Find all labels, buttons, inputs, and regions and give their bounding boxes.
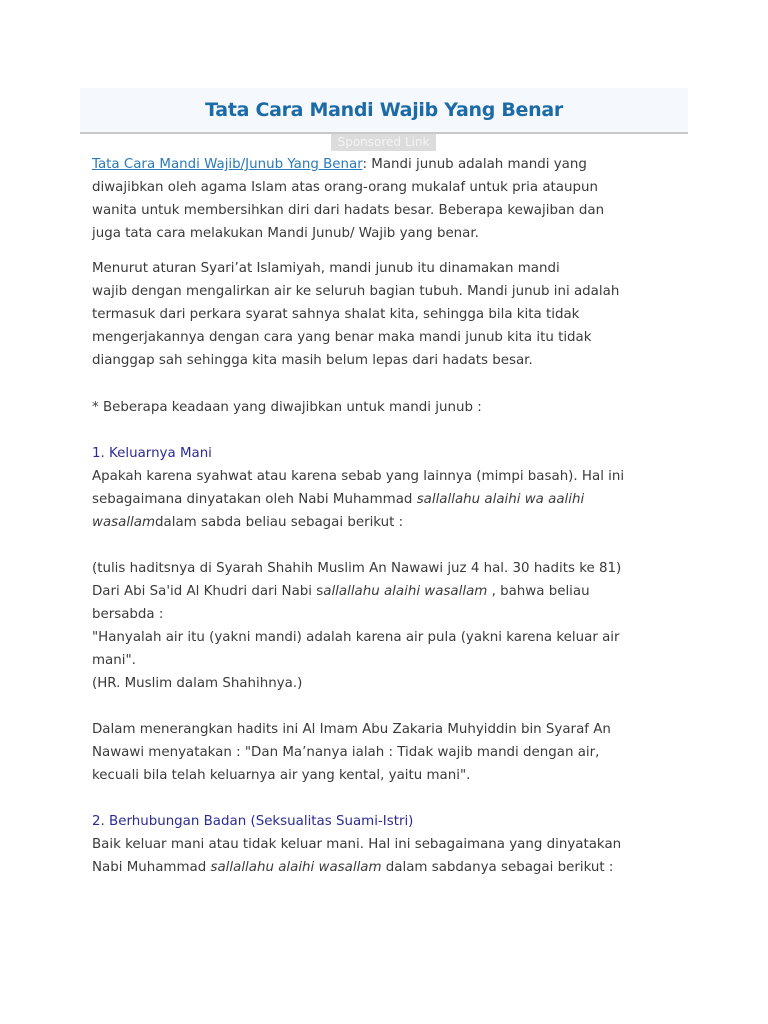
intro-line-4: juga tata cara melakukan Mandi Junub/ Wajib yang benar. bbox=[92, 226, 479, 241]
hadith-reference: (HR. Muslim dalam Shahihnya.) bbox=[92, 676, 303, 691]
sponsored-link-label[interactable]: Sponsored Link bbox=[331, 134, 436, 151]
section-1-heading: 1. Keluarnya Mani bbox=[92, 446, 212, 461]
para2-line-2: wajib dengan mengalirkan air ke seluruh bagian tubuh. Mandi junub ini adalah bbox=[92, 284, 620, 299]
hadith-block bbox=[92, 557, 682, 695]
salawat-italic: sallallahu alaihi wa aalihi bbox=[416, 492, 585, 507]
conditions-intro: * Beberapa keadaan yang diwajibkan untuk mandi junub : bbox=[92, 400, 482, 415]
spacer bbox=[92, 419, 682, 442]
paragraph-syariat bbox=[92, 257, 682, 372]
section-2-body bbox=[92, 833, 682, 879]
section-2-heading: 2. Berhubungan Badan (Seksualitas Suami-Istri) bbox=[92, 814, 414, 829]
hadith-quote-line-1: "Hanyalah air itu (yakni mandi) adalah karena air pula (yakni karena keluar air bbox=[92, 630, 620, 645]
hadith-explanation bbox=[92, 718, 682, 787]
section-1-line-3: dalam sabda beliau sebagai berikut : bbox=[155, 515, 404, 530]
para2-line-5: dianggap sah sehingga kita masih belum lepas dari hadats besar. bbox=[92, 353, 533, 368]
intro-line-2: diwajibkan oleh agama Islam atas orang-orang mukalaf untuk pria ataupun bbox=[92, 180, 598, 195]
hadith-narrator: Dari Abi Sa'id Al Khudri dari Nabi s bbox=[92, 584, 324, 599]
section-2-line-2: Nabi Muhammad bbox=[92, 860, 211, 875]
explanation-line-1: Dalam menerangkan hadits ini Al Imam Abu Zakaria Muhyiddin bin Syaraf An bbox=[92, 722, 611, 737]
spacer bbox=[92, 534, 682, 557]
page-title: Tata Cara Mandi Wajib Yang Benar bbox=[205, 99, 563, 121]
explanation-line-3: kecuali bila telah keluarnya air yang kental, yaitu mani". bbox=[92, 768, 471, 783]
salawat-italic: wasallam bbox=[92, 515, 156, 530]
salawat-italic: sallallahu alaihi wasallam bbox=[210, 860, 382, 875]
hadith-narrator-suffix: , bahwa beliau bbox=[487, 584, 590, 599]
spacer bbox=[92, 384, 682, 396]
section-1-line-2: sebagaimana dinyatakan oleh Nabi Muhammad bbox=[92, 492, 417, 507]
section-1-body bbox=[92, 465, 682, 534]
section-2-line-1: Baik keluar mani atau tidak keluar mani. Hal ini sebagaimana yang dinyatakan bbox=[92, 837, 622, 852]
intro-line-1: : Mandi junub adalah mandi yang bbox=[362, 157, 587, 172]
spacer bbox=[92, 695, 682, 718]
intro-line-3: wanita untuk membersihkan diri dari hadats besar. Beberapa kewajiban dan bbox=[92, 203, 605, 218]
hadith-source: (tulis haditsnya di Syarah Shahih Muslim An Nawawi juz 4 hal. 30 hadits ke 81) bbox=[92, 561, 622, 576]
hadith-quote-line-2: mani". bbox=[92, 653, 136, 668]
spacer bbox=[92, 245, 682, 257]
title-band bbox=[80, 88, 688, 134]
spacer bbox=[92, 787, 682, 810]
para2-line-4: mengerjakannya dengan cara yang benar maka mandi junub kita itu tidak bbox=[92, 330, 592, 345]
salawat-italic: allallahu alaihi wasallam bbox=[323, 584, 488, 599]
para2-line-1: Menurut aturan Syari’at Islamiyah, mandi junub itu dinamakan mandi bbox=[92, 261, 560, 276]
explanation-line-2: Nawawi menyatakan : "Dan Ma’nanya ialah : Tidak wajib mandi dengan air, bbox=[92, 745, 600, 760]
para2-line-3: termasuk dari perkara syarat sahnya shalat kita, sehingga bila kita tidak bbox=[92, 307, 580, 322]
article-body bbox=[92, 153, 682, 879]
intro-paragraph bbox=[92, 153, 682, 245]
section-2-line-2-suffix: dalam sabdanya sebagai berikut : bbox=[381, 860, 614, 875]
article-title-link[interactable]: Tata Cara Mandi Wajib/Junub Yang Benar bbox=[92, 157, 363, 172]
section-1-line-1: Apakah karena syahwat atau karena sebab yang lainnya (mimpi basah). Hal ini bbox=[92, 469, 625, 484]
hadith-narrator-line-2: bersabda : bbox=[92, 607, 164, 622]
spacer bbox=[92, 372, 682, 384]
